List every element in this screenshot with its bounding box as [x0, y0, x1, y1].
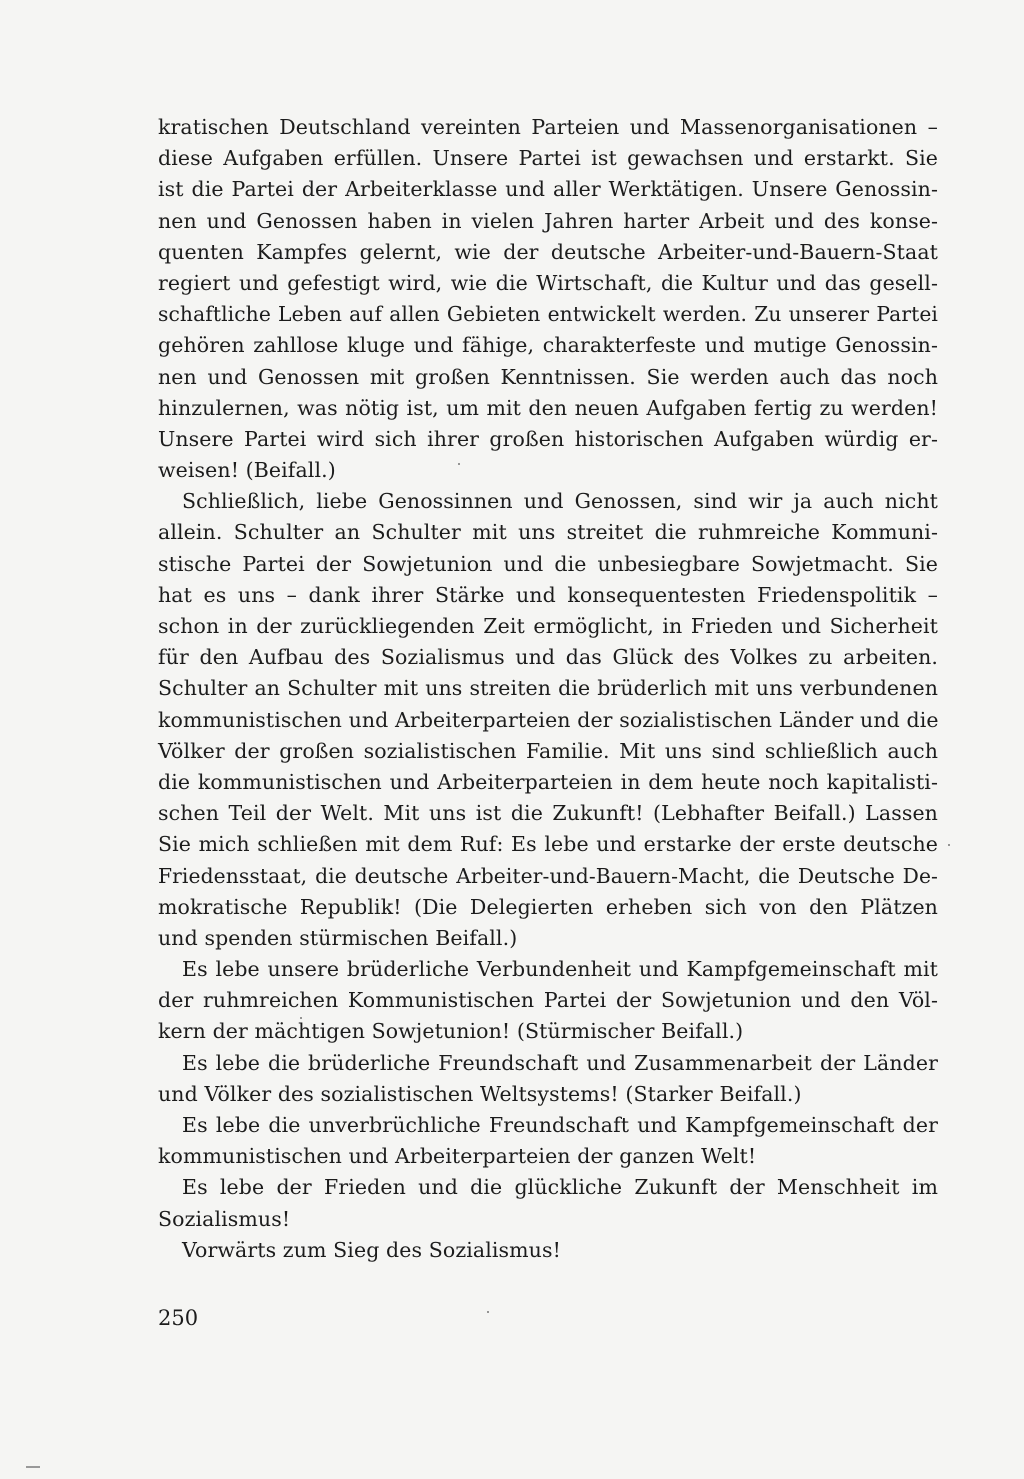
text-line: Es lebe die unverbrüchliche Freundschaft und Kampfgemeinschaft der — [182, 1113, 938, 1137]
text-line: kratischen Deutschland vereinten Parteien und Massenorganisationen – — [158, 115, 938, 139]
text-line: und spenden stürmischen Beifall.) — [158, 925, 518, 950]
text-line: Es lebe die brüderliche Freundschaft und Zusammenarbeit der Länder — [182, 1050, 938, 1075]
text-line: gehören zahllose kluge und fähige, charakterfeste und mutige Genossin- — [158, 333, 938, 358]
text-line: Vorwärts zum Sieg des Sozialismus! — [182, 1237, 561, 1262]
text-line: allein. Schulter an Schulter mit uns streitet die ruhmreiche Kommuni- — [158, 520, 938, 545]
print-speck — [458, 463, 460, 465]
text-line: Unsere Partei wird sich ihrer großen historischen Aufgaben würdig er- — [158, 426, 938, 451]
text-line: nen und Genossen haben in vielen Jahren harter Arbeit und des konse- — [158, 208, 938, 233]
text-line: quenten Kampfes gelernt, wie der deutsche Arbeiter-und-Bauern-Staat — [158, 239, 938, 264]
text-line: der ruhmreichen Kommunistischen Partei der Sowjetunion und den Völ- — [158, 988, 938, 1013]
text-line: Schulter an Schulter mit uns streiten die brüderlich mit uns verbundenen — [158, 676, 938, 701]
text-line: Es lebe unsere brüderliche Verbundenheit und Kampfgemeinschaft mit — [182, 957, 938, 982]
text-line: Friedensstaat, die deutsche Arbeiter-und-Bauern-Macht, die Deutsche De- — [158, 863, 938, 888]
text-line: stische Partei der Sowjetunion und die unbesiegbare Sowjetmacht. Sie — [158, 551, 938, 576]
text-line: kommunistischen und Arbeiterparteien der sozialistischen Länder und die — [158, 707, 939, 732]
text-line: schon in der zurückliegenden Zeit ermöglicht, in Frieden und Sicherheit — [158, 614, 938, 638]
text-line: schen Teil der Welt. Mit uns ist die Zukunft! (Lebhafter Beifall.) Lassen — [158, 801, 938, 826]
text-line: Sozialismus! — [158, 1206, 291, 1231]
text-line: mokratische Republik! (Die Delegierten erheben sich von den Plätzen — [158, 894, 938, 919]
text-line: ist die Partei der Arbeiterklasse und aller Werktätigen. Unsere Genossin- — [158, 177, 938, 202]
text-line: kern der mächtigen Sowjetunion! (Stürmischer Beifall.) — [158, 1019, 744, 1044]
text-line: für den Aufbau des Sozialismus und das Glück des Volkes zu arbeiten. — [158, 645, 938, 670]
page-number: 250 — [158, 1306, 199, 1330]
text-line: Es lebe der Frieden und die glückliche Zukunft der Menschheit im — [182, 1175, 938, 1200]
text-line: Schließlich, liebe Genossinnen und Genossen, sind wir ja auch nicht — [182, 489, 938, 514]
text-line: die kommunistischen und Arbeiterparteien in dem heute noch kapitalisti- — [158, 769, 938, 794]
text-line: und Völker des sozialistischen Weltsystems! (Starker Beifall.) — [158, 1081, 802, 1106]
text-line: kommunistischen und Arbeiterparteien der ganzen Welt! — [158, 1144, 757, 1169]
print-speck — [300, 1017, 302, 1019]
print-speck — [487, 1311, 489, 1313]
print-speck — [948, 844, 950, 846]
text-line: weisen! (Beifall.) — [158, 458, 336, 483]
text-line: nen und Genossen mit großen Kenntnissen. Sie werden auch das noch — [158, 364, 938, 389]
text-line: diese Aufgaben erfüllen. Unsere Partei ist gewachsen und erstarkt. Sie — [158, 146, 938, 171]
text-line: Sie mich schließen mit dem Ruf: Es lebe und erstarke der erste deutsche — [158, 832, 938, 857]
scan-mark — [26, 1466, 40, 1468]
body-text — [158, 112, 938, 1266]
text-line: hat es uns – dank ihrer Stärke und konsequentesten Friedenspolitik – — [158, 582, 938, 607]
text-line: Völker der großen sozialistischen Familie. Mit uns sind schließlich auch — [158, 738, 938, 763]
text-line: hinzulernen, was nötig ist, um mit den neuen Aufgaben fertig zu werden! — [158, 395, 938, 420]
text-line: regiert und gefestigt wird, wie die Wirtschaft, die Kultur und das gesell- — [158, 270, 938, 295]
text-line: schaftliche Leben auf allen Gebieten entwickelt werden. Zu unserer Partei — [158, 302, 938, 327]
